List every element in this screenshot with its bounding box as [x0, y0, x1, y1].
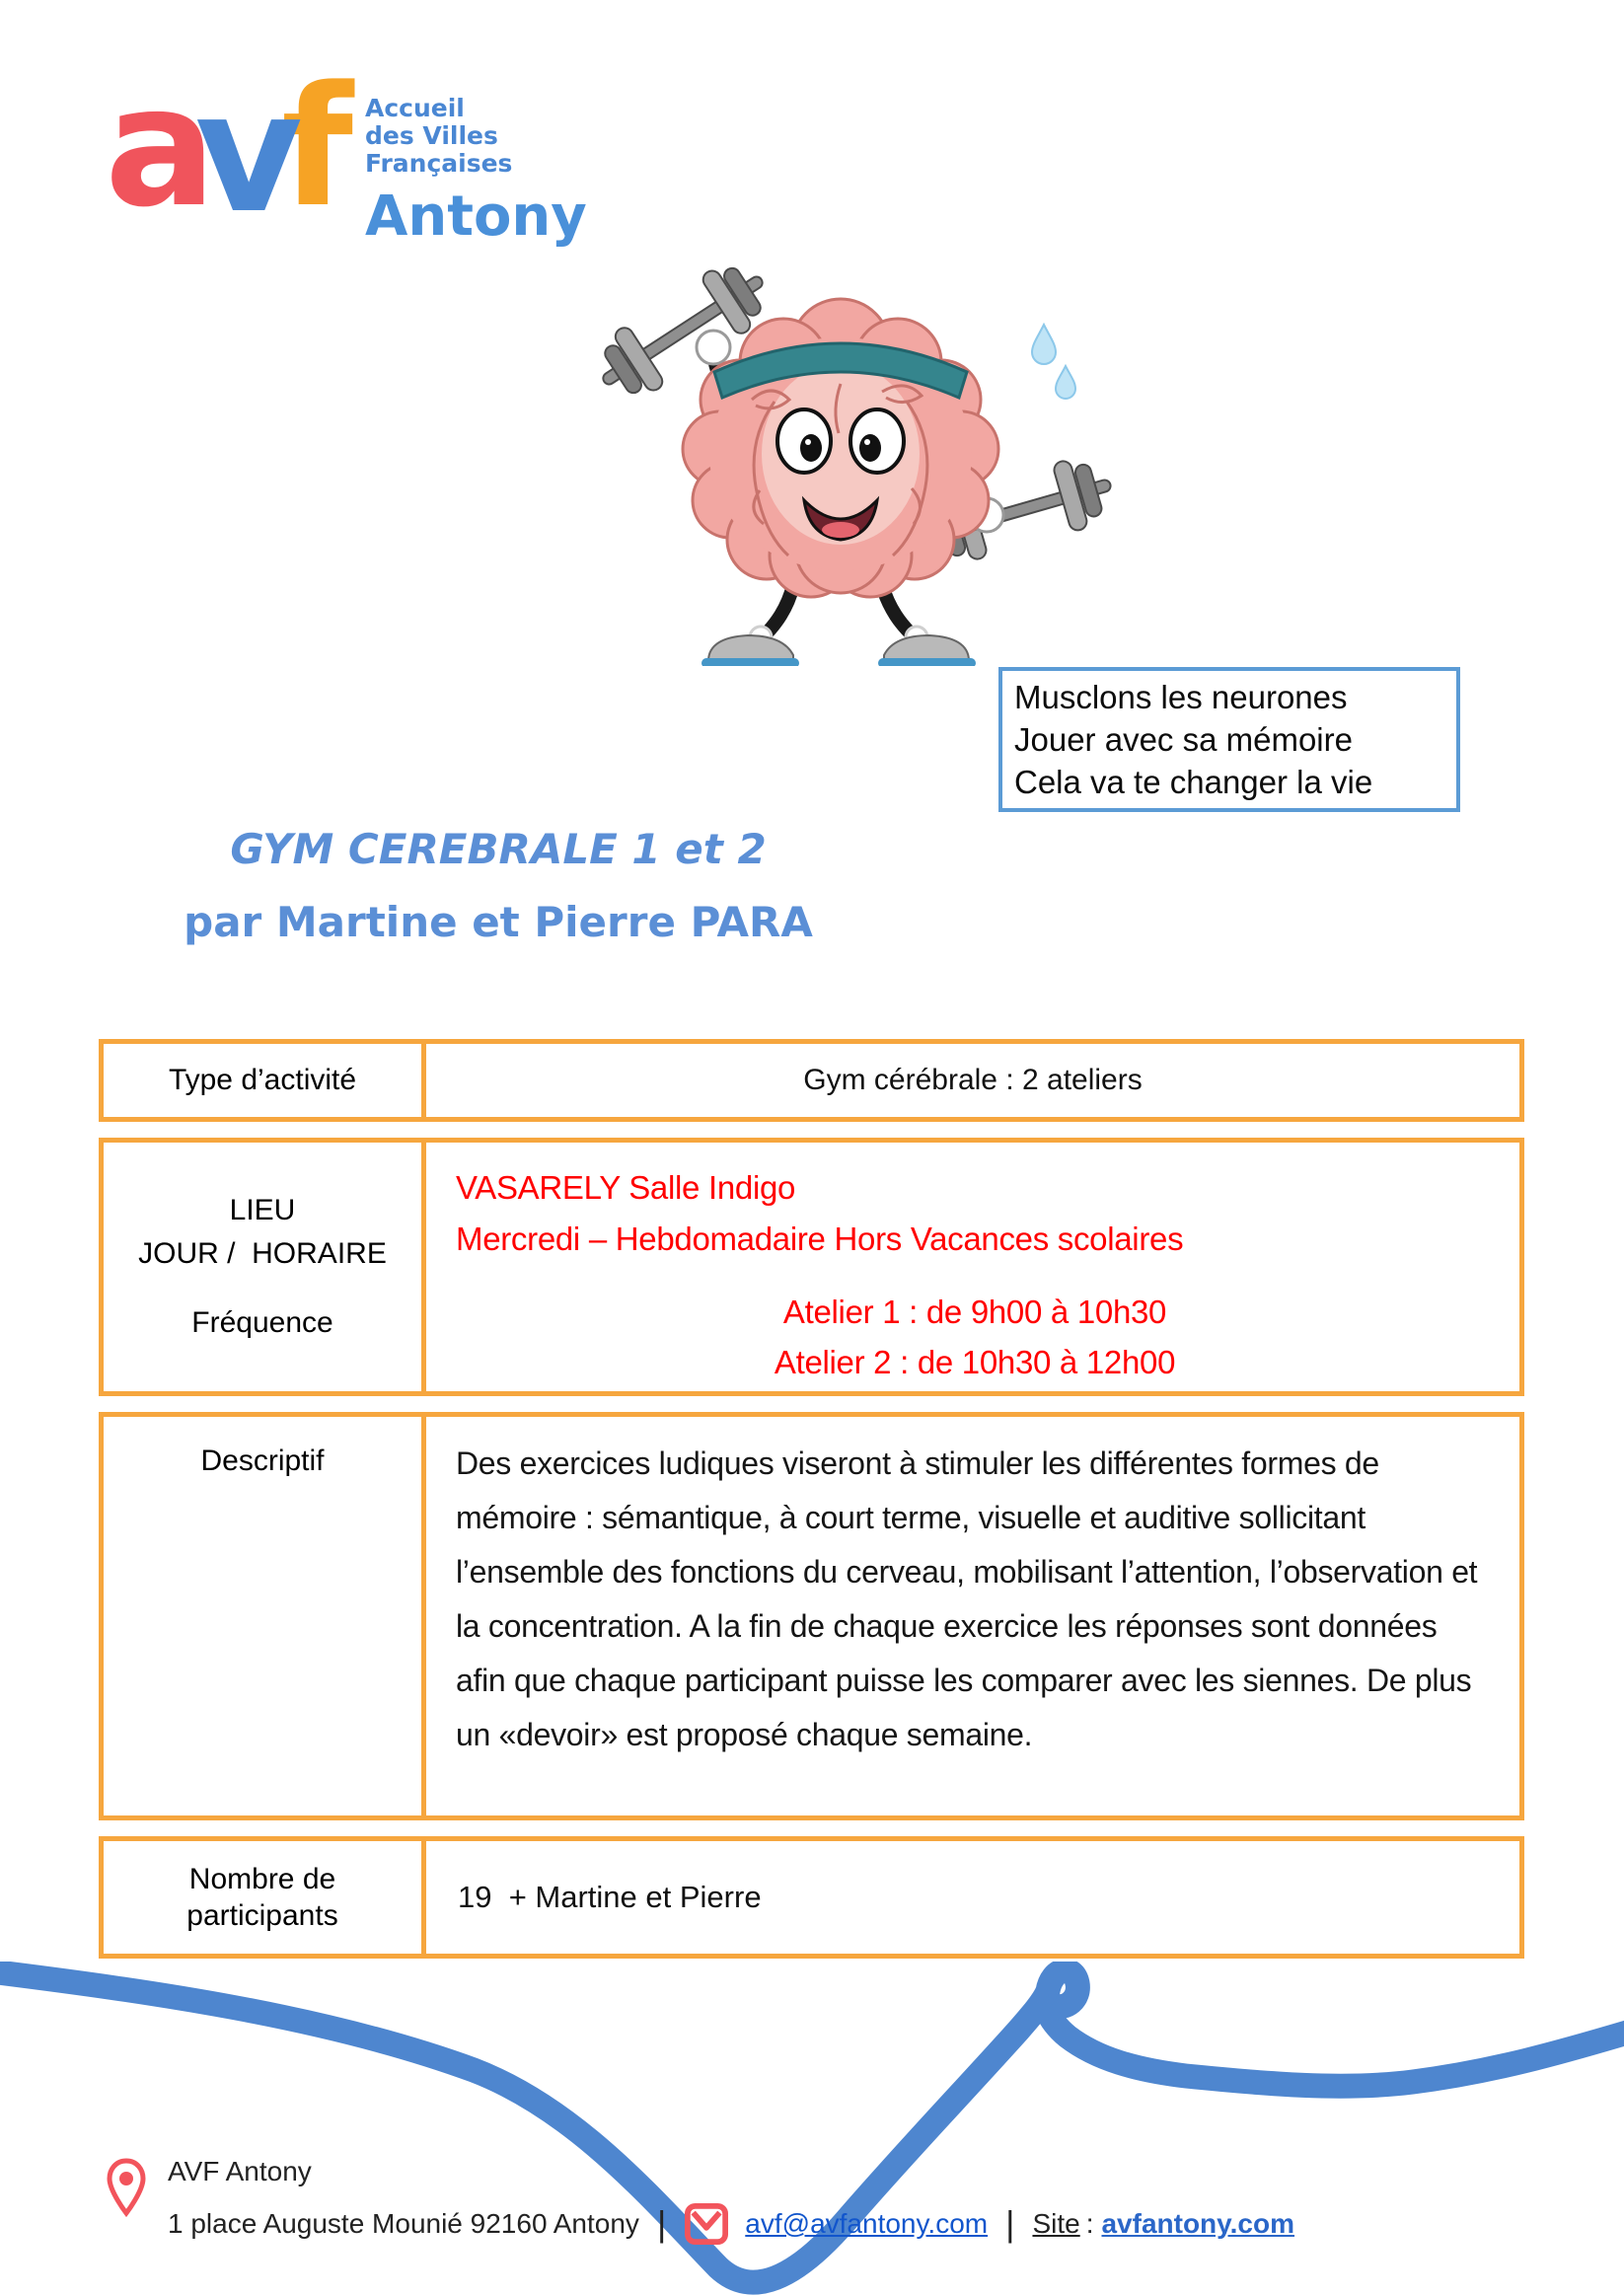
email-link[interactable]: avf@avfantony.com	[745, 2208, 989, 2239]
schedule-label-line: Fréquence	[191, 1306, 333, 1339]
row-description-label: Descriptif	[104, 1417, 426, 1815]
page-title: GYM CEREBRALE 1 et 2	[230, 825, 767, 873]
row-participants-value: 19 + Martine et Pierre	[458, 1880, 762, 1914]
site-label: Site	[1032, 2208, 1080, 2239]
logo-text-block	[364, 73, 587, 249]
quote-box	[998, 667, 1460, 812]
schedule-venue: VASARELY Salle Indigo	[456, 1169, 796, 1206]
schedule-slot-2: Atelier 2 : de 10h30 à 12h00	[774, 1344, 1176, 1380]
envelope-icon	[684, 2202, 729, 2246]
logo-tagline-line: Françaises	[364, 149, 513, 178]
row-type-label: Type d’activité	[104, 1044, 426, 1117]
footer-divider: |	[656, 2203, 667, 2244]
brain-lifting-dumbbells-illustration	[564, 252, 1117, 666]
quote-line: Jouer avec sa mémoire	[1014, 721, 1353, 758]
avf-logo	[105, 50, 587, 250]
location-pin-icon	[107, 2157, 146, 2218]
row-description-text: Des exercices ludiques viseront à stimuler les différentes formes de mémoire : sémantique, à court terme, visuelle et auditive sollicitant l’ensemble des fonctions du cerveau, mobilisant l’attention, l’observation et la concentration. A la fin de chaque exercice les réponses sont données afin que chaque participant puisse les comparer avec les siennes. De plus un «devoir» est proposé chaque semaine.	[456, 1445, 1478, 1752]
quote-line: Musclons les neurones	[1014, 679, 1348, 715]
logo-tagline-line: des Villes	[364, 121, 498, 150]
quote-line: Cela va te changer la vie	[1014, 764, 1373, 800]
footer-text-block	[168, 2157, 1294, 2246]
website-link[interactable]: avfantony.com	[1101, 2208, 1295, 2239]
logo-letter-a: a	[105, 50, 195, 244]
avf-logo-letters	[105, 50, 332, 250]
footer-contact-line	[168, 2202, 1294, 2246]
schedule-label-line: LIEU	[229, 1194, 296, 1226]
logo-letter-f: f	[280, 50, 332, 244]
site-colon: :	[1085, 2208, 1094, 2239]
row-type-value: Gym cérébrale : 2 ateliers	[803, 1064, 1143, 1096]
schedule-slots	[456, 1287, 1494, 1387]
participants-label-line: Nombre de	[188, 1863, 336, 1895]
schedule-venue-day	[456, 1162, 1494, 1265]
footer-divider: |	[1005, 2203, 1015, 2244]
logo-tagline-line: Accueil	[364, 94, 465, 122]
logo-city-name: Antony	[364, 185, 587, 249]
schedule-label-line: JOUR / HORAIRE	[138, 1237, 387, 1270]
row-participants-label	[104, 1841, 426, 1954]
participants-label-line: participants	[186, 1899, 338, 1932]
schedule-day: Mercredi – Hebdomadaire Hors Vacances scolaires	[456, 1221, 1184, 1257]
footer	[107, 2157, 1294, 2246]
row-schedule-value	[426, 1143, 1519, 1391]
wave-decoration	[0, 1962, 1624, 2296]
table-row-schedule	[99, 1138, 1524, 1396]
schedule-slot-1: Atelier 1 : de 9h00 à 10h30	[782, 1294, 1167, 1330]
footer-org-name: AVF Antony	[168, 2156, 312, 2186]
table-row-description	[99, 1412, 1524, 1820]
logo-letter-v: v	[194, 56, 281, 250]
logo-tagline	[365, 95, 587, 178]
footer-address: 1 place Auguste Mounié 92160 Antony	[168, 2208, 639, 2239]
table-row-type	[99, 1039, 1524, 1122]
row-schedule-label	[104, 1143, 426, 1391]
page-byline: par Martine et Pierre PARA	[184, 898, 813, 946]
table-row-participants	[99, 1836, 1524, 1959]
activity-table	[99, 1039, 1524, 1959]
